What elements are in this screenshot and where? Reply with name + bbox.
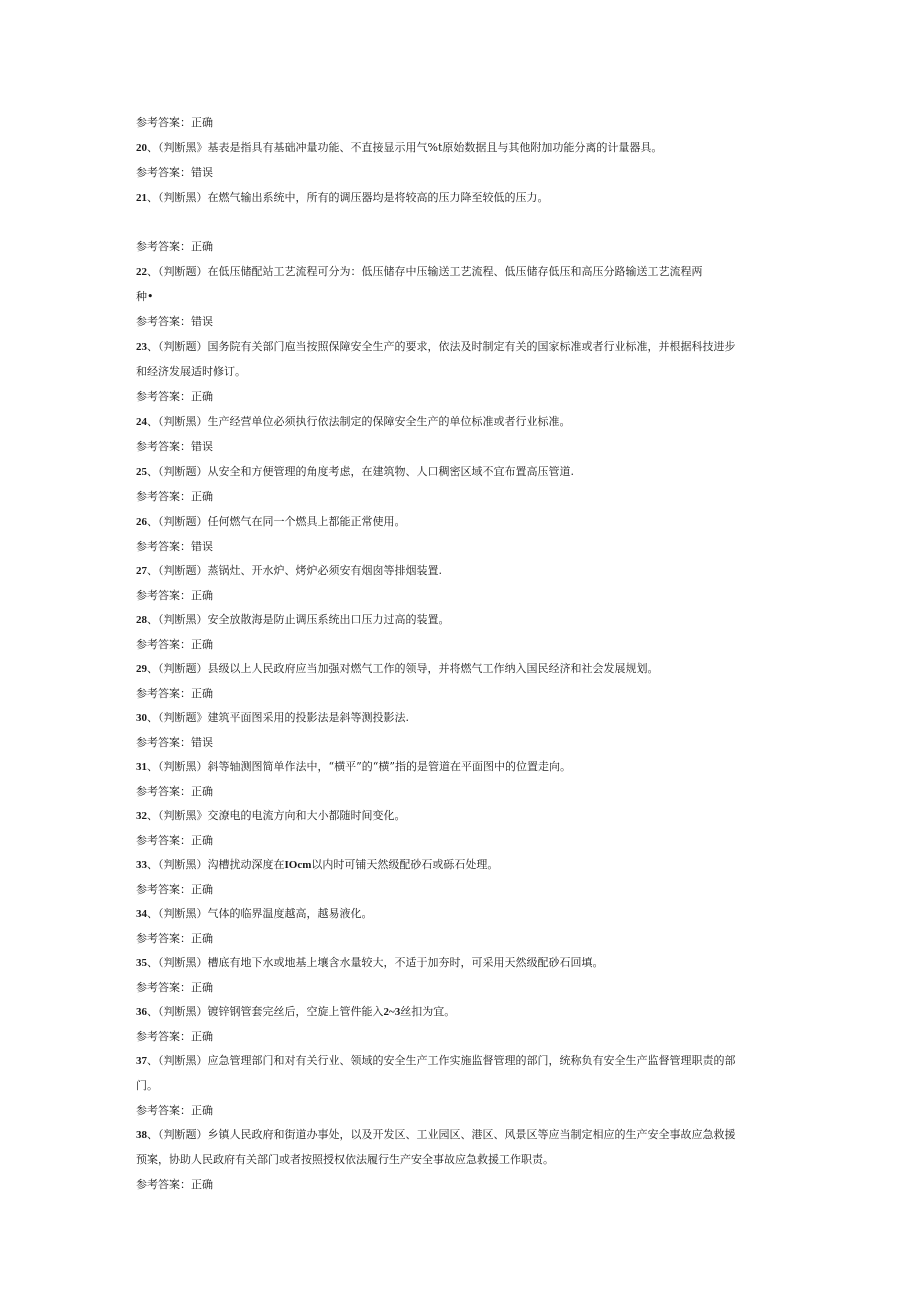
answer-label: 参考答案：: [136, 540, 191, 553]
answer-line: [136, 166, 796, 179]
answer-value: 错误: [191, 315, 213, 328]
answer-line: [136, 736, 796, 749]
question-separator: 、: [147, 662, 158, 675]
question-continuation: [136, 290, 796, 303]
question-separator: 、: [147, 191, 158, 204]
question-text: （判断黑）沟槽扰动深度在: [158, 858, 285, 871]
question-number: 30: [136, 712, 147, 724]
question-continuation: [136, 365, 796, 378]
question-line: [136, 265, 796, 279]
answer-value: 错误: [191, 440, 213, 453]
question-line: [136, 340, 796, 354]
answer-label: 参考答案：: [136, 490, 191, 503]
question-separator: 、: [147, 1128, 158, 1141]
answer-label: 参考答案：: [136, 638, 191, 651]
question-text: 门。: [136, 1079, 158, 1092]
answer-value: 正确: [191, 1104, 213, 1117]
question-number: 23: [136, 341, 147, 353]
answer-value: 正确: [191, 240, 213, 253]
answer-label: 参考答案：: [136, 240, 191, 253]
answer-line: [136, 390, 796, 403]
question-text: （判断黑）斜等轴测图简单作法中，“横平”的“横”指的是管道在平面图中的位置走向。: [158, 760, 571, 773]
question-number: 31: [136, 761, 147, 773]
question-separator: 、: [147, 809, 158, 822]
answer-label: 参考答案：: [136, 315, 191, 328]
question-number: 27: [136, 565, 147, 577]
question-text: （判断黑）在燃气输出系统中，所有的调压器均是将较高的压力降至较低的压力。: [158, 191, 549, 204]
answer-line: [136, 440, 796, 453]
question-text: （判断题）国务院有关部门庖当按照保障安全生产的要求，依法及时制定有关的国家标准或者行业标准，并根据科技进步: [158, 340, 736, 353]
question-separator: 、: [147, 465, 158, 478]
answer-label: 参考答案：: [136, 785, 191, 798]
question-line: [136, 662, 796, 676]
answer-label: 参考答案：: [136, 736, 191, 749]
answer-line: [136, 687, 796, 700]
question-separator: 、: [147, 907, 158, 920]
question-line: [136, 465, 796, 479]
question-line: [136, 613, 796, 627]
answer-label: 参考答案：: [136, 981, 191, 994]
question-line: [136, 141, 796, 155]
question-separator: 、: [147, 340, 158, 353]
question-separator: 、: [147, 613, 158, 626]
answer-line: [136, 240, 796, 253]
answer-label: 参考答案：: [136, 440, 191, 453]
question-number: 24: [136, 416, 147, 428]
question-separator: 、: [147, 515, 158, 528]
answer-line: [136, 834, 796, 847]
answer-label: 参考答案：: [136, 1104, 191, 1117]
question-text: （判断黑）安全放散海是防止调压系统出口压力过高的装置。: [158, 613, 450, 626]
answer-value: 错误: [191, 540, 213, 553]
answer-value: 正确: [191, 883, 213, 896]
question-line: [136, 1128, 796, 1142]
answer-line: [136, 540, 796, 553]
answer-value: 错误: [191, 166, 213, 179]
question-separator: 、: [147, 415, 158, 428]
answer-value: 正确: [191, 834, 213, 847]
answer-line: [136, 116, 796, 129]
answer-label: 参考答案：: [136, 1178, 191, 1191]
question-separator: 、: [147, 141, 158, 154]
answer-value: 正确: [191, 589, 213, 602]
answer-line: [136, 490, 796, 503]
question-line: [136, 907, 796, 921]
question-number: 21: [136, 192, 147, 204]
question-line: [136, 809, 796, 823]
question-line: [136, 191, 796, 205]
question-text: （判断题》建筑平面图采用的投影法是斜等测投影法.: [158, 711, 409, 724]
question-continuation: [136, 1153, 796, 1166]
question-line: [136, 760, 796, 774]
question-text: 种•: [136, 290, 154, 303]
question-line: [136, 564, 796, 578]
question-separator: 、: [147, 858, 158, 871]
answer-value: 正确: [191, 490, 213, 503]
question-number: 34: [136, 908, 147, 920]
answer-value: 正确: [191, 1178, 213, 1191]
question-text: 丝扣为宜。: [400, 1005, 456, 1018]
question-text: （判断题）乡镇人民政府和街道办事处，以及开发区、工业园区、港区、风景区等应当制定相应的生产安全事故应急救援: [158, 1128, 736, 1141]
answer-line: [136, 638, 796, 651]
question-line: [136, 415, 796, 429]
question-continuation: [136, 1079, 796, 1092]
answer-line: [136, 883, 796, 896]
question-bold-value: IOcm: [284, 859, 312, 871]
question-line: [136, 858, 796, 872]
question-separator: 、: [147, 564, 158, 577]
question-text: 以内时可铺天然级配砂石或砾石处理。: [311, 858, 499, 871]
question-text: （判断黑）气体的临界温度越高，越易液化。: [158, 907, 373, 920]
answer-line: [136, 932, 796, 945]
question-text: （判断黑）生产经营单位必须执行依法制定的保障安全生产的单位标准或者行业标准。: [158, 415, 571, 428]
answer-value: 正确: [191, 116, 213, 129]
answer-line: [136, 1030, 796, 1043]
question-separator: 、: [147, 711, 158, 724]
answer-value: 正确: [191, 932, 213, 945]
answer-line: [136, 315, 796, 328]
question-line: [136, 956, 796, 970]
question-text: 和经济发展适时修订。: [136, 365, 246, 378]
answer-value: 正确: [191, 785, 213, 798]
answer-line: [136, 785, 796, 798]
question-number: 25: [136, 466, 147, 478]
question-number: 32: [136, 810, 147, 822]
question-number: 37: [136, 1055, 147, 1067]
question-text: （判断题）县级以上人民政府应当加强对燃气工作的领导，并将燃气工作纳入国民经济和社会发展规划。: [158, 662, 659, 675]
answer-label: 参考答案：: [136, 166, 191, 179]
answer-value: 正确: [191, 687, 213, 700]
answer-label: 参考答案：: [136, 883, 191, 896]
answer-value: 正确: [191, 390, 213, 403]
question-text: （判断黑）镀锌钢管套完丝后，空旋上管件能入: [158, 1005, 384, 1018]
question-number: 22: [136, 266, 147, 278]
question-number: 36: [136, 1006, 147, 1018]
question-text: （判断题）从安全和方便管理的角度考虑，在建筑物、人口稠密区域不宜布置高压管道.: [158, 465, 574, 478]
answer-label: 参考答案：: [136, 932, 191, 945]
question-line: [136, 711, 796, 725]
question-separator: 、: [147, 1005, 158, 1018]
answer-line: [136, 1178, 796, 1191]
question-number: 33: [136, 859, 147, 871]
answer-value: 正确: [191, 638, 213, 651]
question-number: 20: [136, 142, 147, 154]
answer-label: 参考答案：: [136, 834, 191, 847]
question-text: （判断题）任何燃气在同一个燃具上都能正常使用。: [158, 515, 406, 528]
question-text: （判断黑）应急管理部门和对有关行业、领域的安全生产工作实施监督管理的部门，统称负有安全生产监督管理职责的部: [158, 1054, 736, 1067]
question-separator: 、: [147, 1054, 158, 1067]
question-line: [136, 515, 796, 529]
answer-label: 参考答案：: [136, 1030, 191, 1043]
answer-label: 参考答案：: [136, 687, 191, 700]
answer-line: [136, 589, 796, 602]
question-number: 28: [136, 614, 147, 626]
question-separator: 、: [147, 956, 158, 969]
question-number: 29: [136, 663, 147, 675]
question-separator: 、: [147, 760, 158, 773]
question-text: （判断黑》基表是指具有基础冲量功能、不直接显示用气%t原始数据且与其他附加功能分离的计量器具。: [158, 141, 663, 154]
question-number: 35: [136, 957, 147, 969]
answer-line: [136, 1104, 796, 1117]
question-text: 预案，协助人民政府有关部门或者按照授权依法履行生产安全事故应急救援工作职责。: [136, 1153, 554, 1166]
question-number: 26: [136, 516, 147, 528]
question-bold-value: 2~3: [383, 1006, 401, 1018]
answer-value: 错误: [191, 736, 213, 749]
question-text: （判断题）在低压储配站工艺流程可分为：低压储存中压输送工艺流程、低压储存低压和高压分路输送工艺流程两: [158, 265, 703, 278]
answer-value: 正确: [191, 981, 213, 994]
answer-line: [136, 981, 796, 994]
question-text: （判断黑）槽底有地下水或地基上壤含水量较大，不适于加夯时，可采用天然级配砂石回填。: [158, 956, 604, 969]
question-number: 38: [136, 1129, 147, 1141]
answer-value: 正确: [191, 1030, 213, 1043]
question-line: [136, 1054, 796, 1068]
answer-label: 参考答案：: [136, 589, 191, 602]
question-separator: 、: [147, 265, 158, 278]
answer-label: 参考答案：: [136, 390, 191, 403]
question-text: （判断黑》交潦电的电流方向和大小都随时间变化。: [158, 809, 406, 822]
answer-label: 参考答案：: [136, 116, 191, 129]
question-line: [136, 1005, 796, 1019]
question-text: （判断题）蒸锅灶、开水炉、烤炉必须安有烟囱等排烟装置.: [158, 564, 442, 577]
